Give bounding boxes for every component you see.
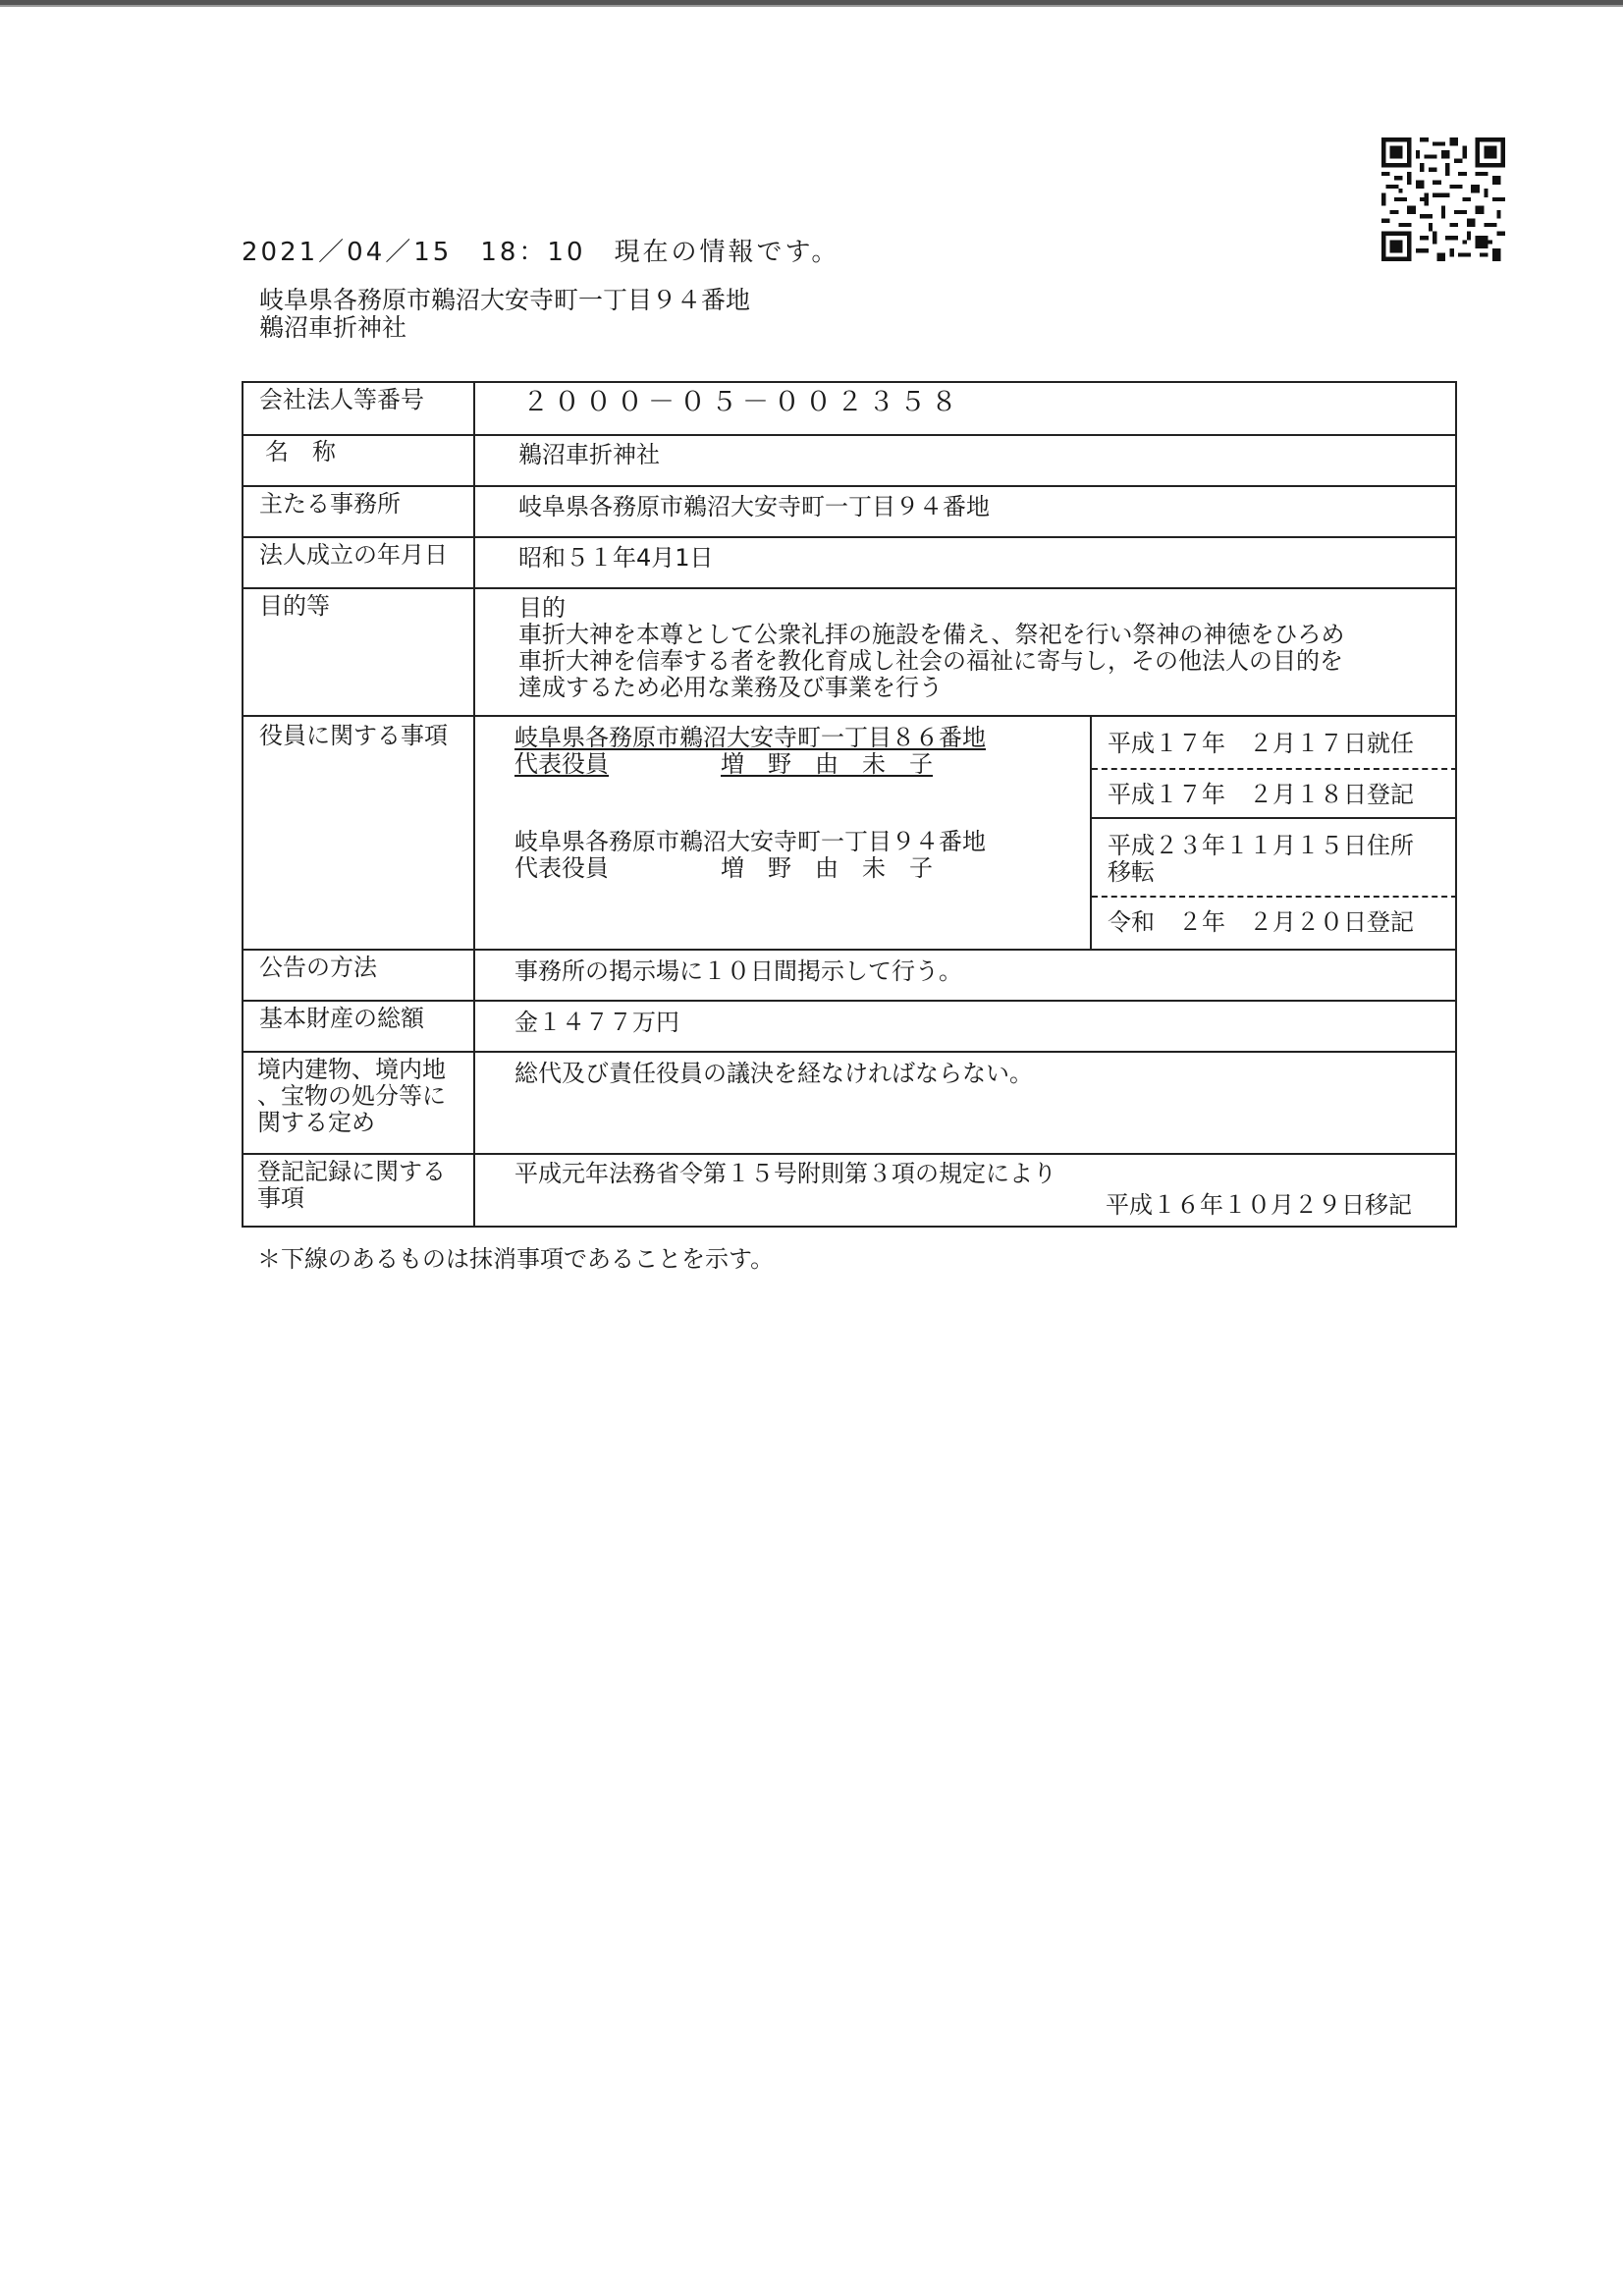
label-corp-number: 会社法人等番号 bbox=[259, 386, 424, 413]
value-established: 昭和５１年4月1日 bbox=[518, 544, 714, 572]
row-divider bbox=[242, 485, 1457, 487]
officer-2-date-moved bbox=[1108, 833, 1414, 886]
purpose-line: 車折大神を信奉する者を教化育成し社会の福祉に寄与し，その他法人の目的を bbox=[518, 647, 1343, 675]
row-divider bbox=[242, 434, 1457, 436]
header-name: 鵜沼車折神社 bbox=[259, 313, 407, 342]
label-record-line: 登記記録に関する bbox=[257, 1158, 446, 1185]
label-disposal-line: 、宝物の処分等に bbox=[257, 1082, 446, 1110]
value-record-line1: 平成元年法務省令第１５号附則第３項の規定により bbox=[514, 1160, 1056, 1187]
row-divider bbox=[242, 715, 1457, 717]
officer-entry-1 bbox=[514, 725, 986, 778]
label-name: 名 称 bbox=[265, 438, 336, 465]
officer-2-date-registered: 令和 ２年 ２月２０日登記 bbox=[1108, 908, 1414, 936]
row-divider bbox=[242, 1000, 1457, 1002]
label-disposal-line: 関する定め bbox=[257, 1109, 375, 1136]
officer-1-person: 増 野 由 未 子 bbox=[721, 750, 933, 778]
officer-1-date-appointed: 平成１７年 ２月１７日就任 bbox=[1108, 730, 1414, 757]
officer-1-address: 岐阜県各務原市鵜沼大安寺町一丁目８６番地 bbox=[514, 724, 986, 751]
label-officers: 役員に関する事項 bbox=[259, 722, 448, 749]
officer-1-date-registered: 平成１７年 ２月１８日登記 bbox=[1108, 781, 1414, 808]
officer-2-address: 岐阜県各務原市鵜沼大安寺町一丁目９４番地 bbox=[514, 828, 986, 855]
dashed-separator bbox=[1092, 896, 1457, 898]
header-address: 岐阜県各務原市鵜沼大安寺町一丁目９４番地 bbox=[259, 286, 751, 314]
officer-entry-2 bbox=[514, 829, 986, 882]
value-name: 鵜沼車折神社 bbox=[518, 441, 660, 468]
row-divider bbox=[242, 1051, 1457, 1053]
value-notice: 事務所の掲示場に１０日間掲示して行う。 bbox=[514, 957, 962, 985]
row-divider bbox=[242, 587, 1457, 589]
officer-2-date-moved-line1: 平成２３年１１月１５日住所 bbox=[1108, 832, 1414, 859]
label-purpose: 目的等 bbox=[259, 592, 330, 620]
dashed-separator bbox=[1092, 768, 1457, 770]
label-notice: 公告の方法 bbox=[259, 954, 377, 981]
officer-1-role: 代表役員 bbox=[514, 750, 609, 778]
row-divider bbox=[242, 949, 1457, 951]
label-record-line: 事項 bbox=[257, 1184, 304, 1212]
value-office: 岐阜県各務原市鵜沼大安寺町一丁目９４番地 bbox=[518, 493, 990, 520]
purpose-line: 目的 bbox=[518, 594, 566, 622]
value-disposal: 総代及び責任役員の議決を経なければならない。 bbox=[514, 1060, 1033, 1087]
officer-2-role: 代表役員 bbox=[514, 854, 609, 882]
date-cell-divider bbox=[1092, 817, 1457, 819]
purpose-line: 達成するため必用な業務及び事業を行う bbox=[518, 674, 943, 701]
label-disposal-line: 境内建物、境内地 bbox=[257, 1056, 446, 1083]
value-purpose bbox=[518, 595, 1344, 701]
timestamp: 2021／04／15 18：10 現在の情報です。 bbox=[242, 238, 840, 267]
label-record bbox=[257, 1159, 446, 1212]
purpose-line: 車折大神を本尊として公衆礼拝の施設を備え、祭祀を行い祭神の神徳をひろめ bbox=[518, 621, 1345, 648]
row-divider bbox=[242, 1153, 1457, 1155]
value-assets: 金１４７７万円 bbox=[514, 1009, 679, 1036]
value-corp-number: ２０００－０５－００２３５８ bbox=[522, 387, 962, 417]
date-column-divider bbox=[1090, 715, 1092, 949]
scan-edge-shadow bbox=[0, 5, 1623, 7]
column-divider bbox=[473, 381, 475, 1228]
row-divider bbox=[242, 536, 1457, 538]
value-record-line2: 平成１６年１０月２９日移記 bbox=[1106, 1191, 1412, 1219]
officer-2-role-line bbox=[514, 855, 986, 882]
officer-1-role-line bbox=[514, 751, 986, 778]
label-assets: 基本財産の総額 bbox=[259, 1005, 424, 1032]
label-established: 法人成立の年月日 bbox=[259, 541, 448, 569]
header-address-block bbox=[259, 287, 750, 342]
officer-2-person: 増 野 由 未 子 bbox=[721, 854, 933, 882]
label-office: 主たる事務所 bbox=[259, 490, 401, 518]
qr-code-icon bbox=[1381, 137, 1505, 261]
label-disposal bbox=[257, 1057, 446, 1136]
officer-2-date-moved-line2: 移転 bbox=[1108, 858, 1155, 886]
footnote: ＊下線のあるものは抹消事項であることを示す。 bbox=[257, 1245, 775, 1273]
